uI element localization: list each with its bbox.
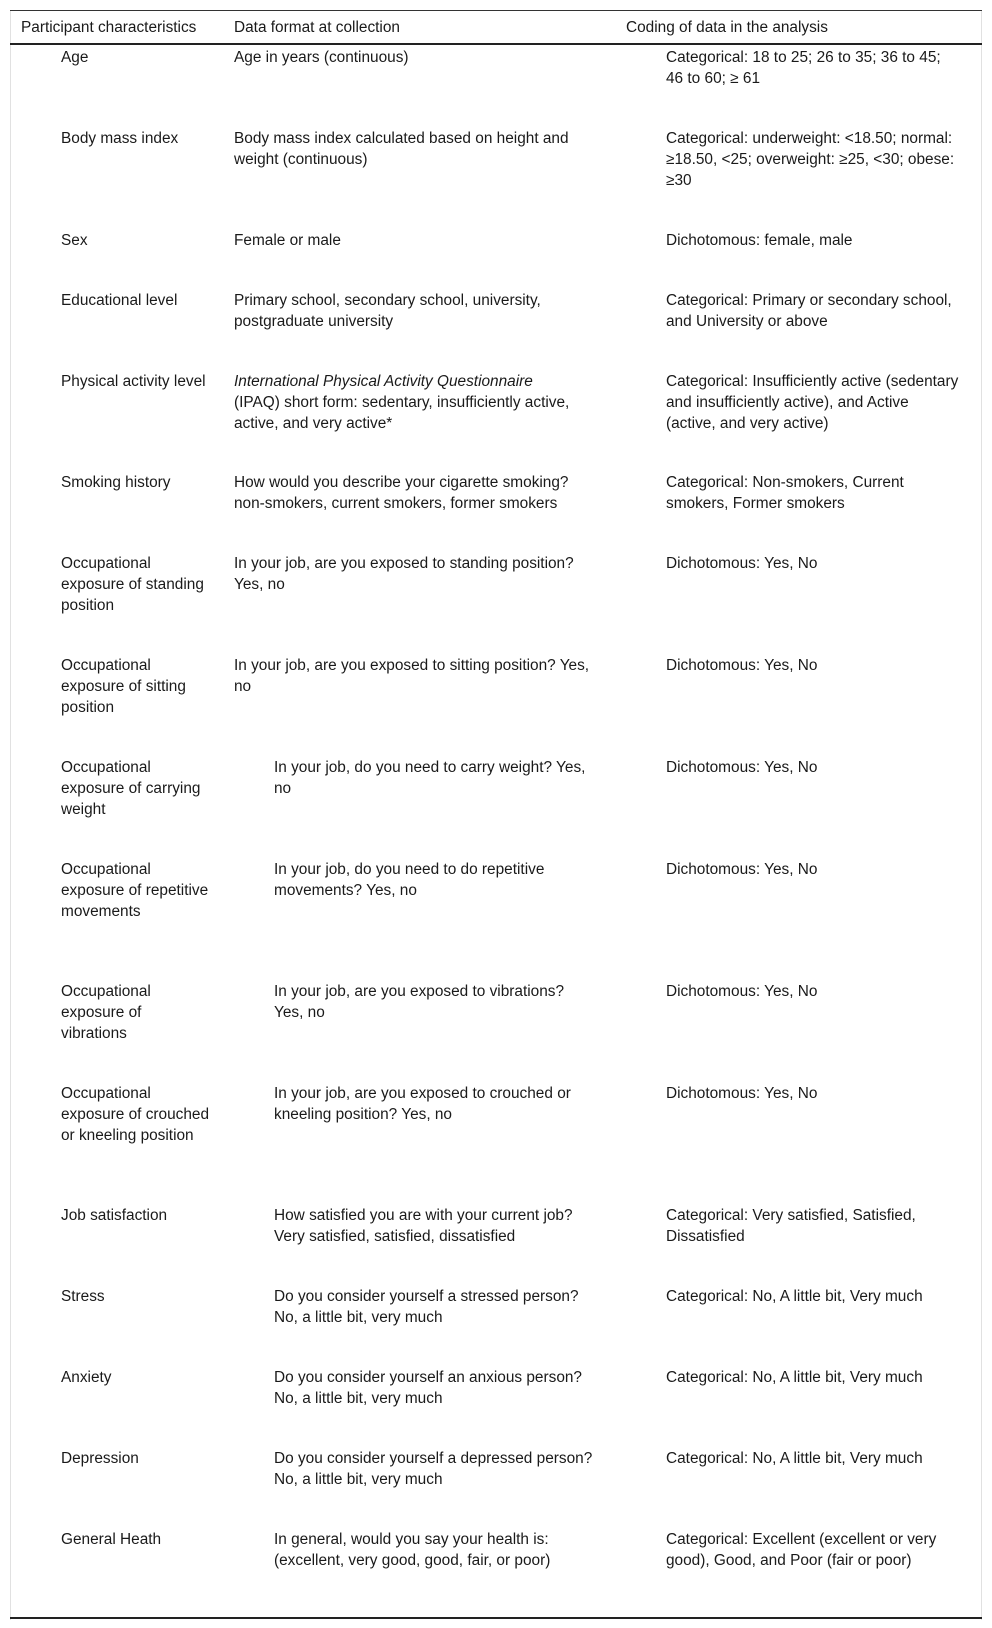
characteristic-cell: Occupational exposure of crouched or kneeling position [61, 1085, 210, 1144]
coding-cell: Categorical: No, A little bit, Very much [666, 1369, 923, 1386]
format-cell: In your job, are you exposed to standing position? Yes, no [234, 555, 574, 593]
coding-cell: Dichotomous: Yes, No [666, 1085, 818, 1102]
characteristic-cell: General Heath [61, 1531, 162, 1548]
header-coding: Coding of data in the analysis [626, 19, 828, 36]
coding-cell: Dichotomous: Yes, No [666, 555, 818, 572]
format-cell: Do you consider yourself a stressed person? No, a little bit, very much [274, 1288, 579, 1326]
characteristic-cell: Occupational exposure of sitting position [61, 657, 186, 716]
table-bottom-rule [10, 1617, 982, 1619]
characteristic-cell: Age [61, 49, 89, 66]
coding-cell: Dichotomous: Yes, No [666, 657, 818, 674]
format-cell: Do you consider yourself a depressed person? No, a little bit, very much [274, 1450, 593, 1488]
coding-cell: Categorical: 18 to 25; 26 to 35; 36 to 45; 46 to 60; ≥ 61 [666, 49, 941, 87]
characteristic-cell: Depression [61, 1450, 139, 1467]
characteristic-cell: Occupational exposure of standing position [61, 555, 204, 614]
characteristic-cell: Physical activity level [61, 373, 206, 390]
coding-cell: Categorical: underweight: <18.50; normal: ≥18.50, <25; overweight: ≥25, <30; obese: ≥30 [666, 130, 955, 189]
coding-cell: Categorical: Excellent (excellent or very good), Good, and Poor (fair or poor) [666, 1531, 937, 1569]
characteristic-cell: Stress [61, 1288, 105, 1305]
format-cell: Age in years (continuous) [234, 49, 409, 66]
characteristic-cell: Sex [61, 232, 88, 249]
format-cell: In your job, do you need to do repetitive movements? Yes, no [274, 861, 545, 899]
header-data-format: Data format at collection [234, 19, 400, 36]
coding-cell: Categorical: No, A little bit, Very much [666, 1288, 923, 1305]
characteristic-cell: Anxiety [61, 1369, 112, 1386]
format-cell: Primary school, secondary school, university, postgraduate university [234, 292, 541, 330]
format-cell: In your job, are you exposed to crouched or kneeling position? Yes, no [274, 1085, 571, 1123]
format-cell: In your job, do you need to carry weight? Yes, no [274, 759, 586, 797]
format-cell: In general, would you say your health is: (excellent, very good, good, fair, or poor) [274, 1531, 551, 1569]
format-cell: Female or male [234, 232, 341, 249]
characteristic-cell: Body mass index [61, 130, 179, 147]
format-cell: In your job, are you exposed to vibrations? Yes, no [274, 983, 565, 1021]
coding-cell: Dichotomous: Yes, No [666, 759, 818, 776]
coding-cell: Dichotomous: Yes, No [666, 861, 818, 878]
format-cell [234, 371, 594, 434]
format-cell: Do you consider yourself an anxious person? No, a little bit, very much [274, 1369, 582, 1407]
format-cell: How satisfied you are with your current job? Very satisfied, satisfied, dissatisfied [274, 1207, 573, 1245]
table-top-rule [10, 10, 982, 11]
characteristic-cell: Occupational exposure of carrying weight [61, 759, 201, 818]
format-cell: How would you describe your cigarette smoking? non-smokers, current smokers, former smokers [234, 474, 569, 512]
header-participant-characteristics: Participant characteristics [21, 19, 197, 36]
coding-cell: Categorical: Non-smokers, Current smokers, Former smokers [666, 474, 904, 512]
format-cell: Body mass index calculated based on height and weight (continuous) [234, 130, 569, 168]
characteristic-cell: Occupational exposure of repetitive movements [61, 861, 209, 920]
coding-cell: Categorical: Insufficiently active (sedentary and insufficiently active), and Active (active, and very active) [666, 373, 959, 432]
coding-cell: Categorical: Primary or secondary school, and University or above [666, 292, 952, 330]
coding-cell: Dichotomous: Yes, No [666, 983, 818, 1000]
coding-cell: Categorical: Very satisfied, Satisfied, Dissatisfied [666, 1207, 916, 1245]
format-cell: In your job, are you exposed to sitting position? Yes, no [234, 657, 590, 695]
ipaq-title: International Physical Activity Questionnaire [234, 373, 533, 390]
characteristic-cell: Smoking history [61, 474, 171, 491]
characteristic-cell: Educational level [61, 292, 178, 309]
coding-cell: Categorical: No, A little bit, Very much [666, 1450, 923, 1467]
characteristic-cell: Job satisfaction [61, 1207, 168, 1224]
header-rule [10, 43, 982, 45]
coding-cell: Dichotomous: female, male [666, 232, 853, 249]
ipaq-description: (IPAQ) short form: sedentary, insufficiently active, active, and very active* [234, 394, 570, 432]
characteristic-cell: Occupational exposure of vibrations [61, 983, 151, 1042]
